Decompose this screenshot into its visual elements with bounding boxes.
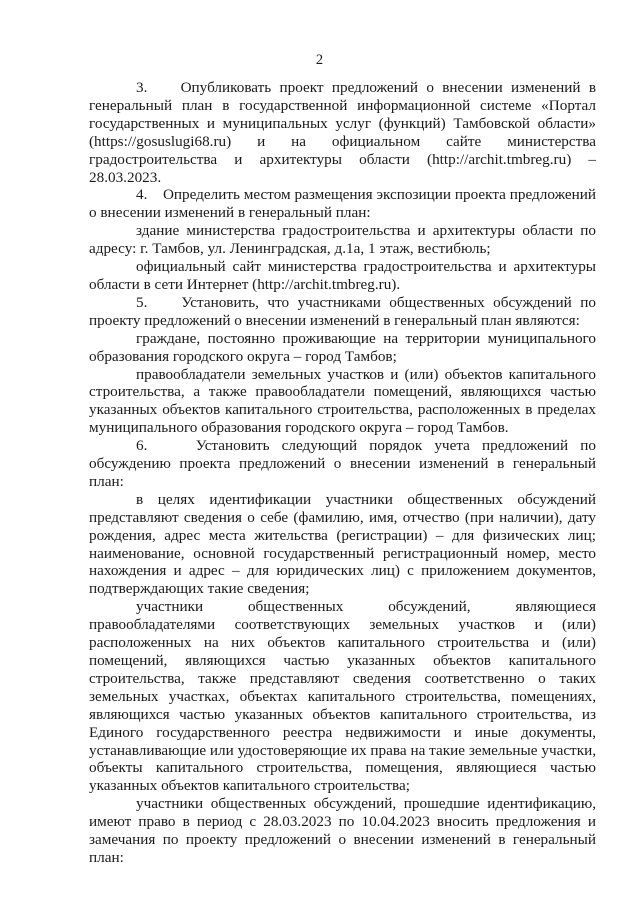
page-number: 2	[315, 52, 324, 68]
paragraph-identification: в целях идентификации участники общественных обсуждений представляют сведения о себе (фамилию, имя, отчество (при наличии), дату рождения, адрес места жительства (регистрации) – для физических лиц; наименование, основной государственный регистрационный номер, место нахождения и адрес – для юридических лиц) с приложением документов, подтверждающих такие сведения;	[89, 490, 596, 598]
paragraph-exposition-website: официальный сайт министерства градостроительства и архитектуры области в сети Интернет (http://archit.tmbreg.ru).	[89, 258, 596, 293]
paragraph-owner-documents: участники общественных обсуждений, являющиеся правообладателями соответствующих земельных участков и (или) расположенных на них объектов капитального строительства и (или) помещений, являющихся частью указанных объектов капитального строительства, также представляют сведения соответственно о таких земельных участках, объектах капитального строительства, помещениях, являющихся частью указанных объектов капитального строительства, из Единого государственного реестра недвижимости и иные документы, устанавливающие или удостоверяющие их права на такие земельные участки, объекты капитального строительства, помещения, являющиеся частью указанных объектов капитального строительства;	[89, 598, 596, 795]
paragraph-item-5: 5. Установить, что участниками общественных обсуждений по проекту предложений о внесении изменений в генеральный план являются:	[89, 293, 596, 329]
paragraph-exposition-building: здание министерства градостроительства и архитектуры области по адресу: г. Тамбов, ул. Ленинградская, д.1а, 1 этаж, вестибюль;	[89, 222, 596, 258]
paragraph-item-3: 3. Опубликовать проект предложений о внесении изменений в генеральный план в государственной информационной системе «Портал государственных и муниципальных услуг (функций) Тамбовской области» (https://gosuslugi68.ru) и на официальном сайте министерства градостроительства и архитектуры области (http://archit.tmbreg.ru) – 28.03.2023.	[89, 79, 596, 186]
paragraph-participants-citizens: граждане, постоянно проживающие на территории муниципального образования городского округа – город Тамбов;	[89, 329, 596, 365]
document-body	[89, 79, 596, 867]
paragraph-submission-rights: участники общественных обсуждений, прошедшие идентификацию, имеют право в период с 28.03.2023 по 10.04.2023 вносить предложения и замечания по проекту предложений о внесении изменений в генеральный план:	[89, 795, 596, 866]
paragraph-participants-owners: правообладатели земельных участков и (или) объектов капитального строительства, а также правообладатели помещений, являющихся частью указанных объектов капитального строительства, расположенных в пределах муниципального образования городского округа – город Тамбов.	[89, 365, 596, 437]
paragraph-item-6: 6. Установить следующий порядок учета предложений по обсуждению проекта предложений о внесении изменений в генеральный план:	[89, 437, 596, 490]
paragraph-item-4: 4. Определить местом размещения экспозиции проекта предложений о внесении изменений в генеральный план:	[89, 186, 596, 222]
